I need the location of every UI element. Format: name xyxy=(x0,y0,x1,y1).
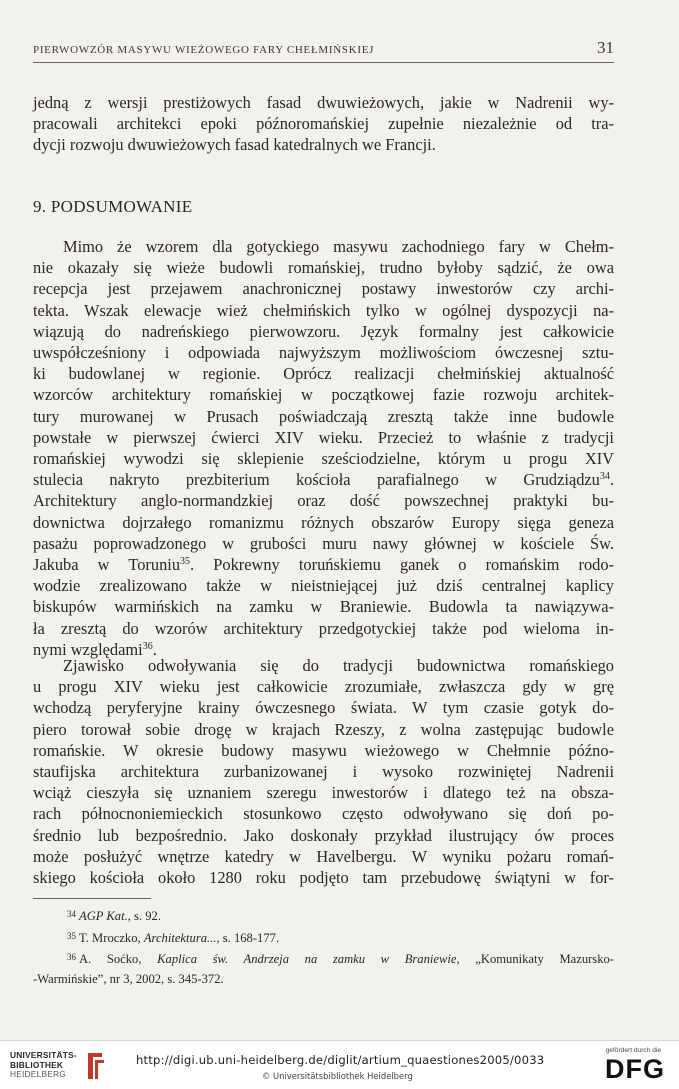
page-number: 31 xyxy=(597,38,614,57)
footnote-title: AGP Kat. xyxy=(79,909,128,923)
footnote-36-continued: -Warmińskie”, nr 3, 2002, s. 345-372. xyxy=(33,971,224,986)
footnote-text: , „Komunikaty Mazursko- xyxy=(456,952,614,967)
text-line: wchodzą peryferyjne krainy ówczesnego świata. W tym czasie gotyk do- xyxy=(33,698,614,718)
text-line: Mimo że wzorem dla gotyckiego masywu zachodniego fary w Chełm- xyxy=(63,237,614,256)
text-line: rach północnoniemieckich stosunkowo często odwoływano się doń po- xyxy=(33,804,614,824)
footnote-rule xyxy=(33,898,151,899)
summary-paragraph-2 xyxy=(33,655,614,888)
copyright-notice: © Universitätsbibliothek Heidelberg xyxy=(262,1071,413,1081)
text-line: pracowali architekci epoki późnoromańskiej zupełnie niezależnie od tra- xyxy=(33,114,614,134)
text-line: wodzie zrealizowano także w nieistniejącej już dziś centralnej kaplicy xyxy=(33,576,614,596)
footnote-35 xyxy=(33,927,614,949)
footnote-text: , s. 92. xyxy=(127,909,161,923)
text-line: ła zresztą do wzorów architektury przedgotyckiej także pod wieloma in- xyxy=(33,618,614,638)
footnote-text: , s. 168-177. xyxy=(216,930,280,945)
text-line: romańskiej wywodzi się sklepienie sześciodzielne, którym u progu XIV xyxy=(33,449,614,469)
text-line: wiązują do nadreńskiego pierwowzoru. Język formalny jest całkowicie xyxy=(33,321,614,341)
library-logo[interactable] xyxy=(10,1049,120,1083)
section-title: 9. PODSUMOWANIE xyxy=(33,197,193,216)
running-head xyxy=(33,38,614,57)
footnote-author: A. Soćko, xyxy=(79,952,158,967)
footnote-36 xyxy=(33,948,614,970)
text-line: pasażu poprowadzonego w grubości muru nawy głównej w kościele Św. xyxy=(33,533,614,553)
footnote-34 xyxy=(33,905,614,927)
footnote-title: Architektura... xyxy=(143,930,217,945)
viewer-footer xyxy=(0,1040,679,1089)
text-line: skiego kościoła około 1280 roku podjęto tam przebudowę świątyni w for- xyxy=(33,868,614,888)
footnote-ref-34[interactable]: 34 xyxy=(599,471,610,483)
footnote-author: T. Mroczko, xyxy=(79,930,144,945)
text-line: Architektury anglo-normandzkiej oraz dość powszechnej praktyki bu- xyxy=(33,491,614,511)
text-line: romańskie. W okresie budowy masywu wieżowego w Chełmnie późno- xyxy=(33,740,614,760)
text-line: Zjawisko odwoływania się do tradycji budownictwa romańskiego xyxy=(63,656,614,675)
footnote-number: 35 xyxy=(67,930,76,941)
text-line: uwspółcześniony i odpowiada najwyższym możliwościom ówczesnej sztu- xyxy=(33,343,614,363)
summary-paragraph-1 xyxy=(33,236,614,660)
footnote-number: 36 xyxy=(67,952,76,963)
page-url-link[interactable]: http://digi.ub.uni-heidelberg.de/diglit/artium_quaestiones2005/0033 xyxy=(136,1053,545,1067)
text-line: nie okazały się wieże budowli romańskiej, trudno byłoby sądzić, że owa xyxy=(33,258,614,278)
library-emblem-icon xyxy=(82,1051,108,1081)
text-line: tekta. Wszak elewacje wież chełmińskich tylko w ogólnej dyspozycji na- xyxy=(33,300,614,320)
text-line: staufijska architektura zurbanizowanej i wysoko rozwiniętej Nadrenii xyxy=(33,762,614,782)
library-name-line: UNIVERSITÄTS- xyxy=(10,1050,77,1060)
footnotes xyxy=(33,905,614,989)
text-line: średnio lub bezpośrednio. Jako doskonały przykład ilustrujący ów proces xyxy=(33,825,614,845)
text-line-with-ref: nymi względami$^{36}$. xyxy=(33,639,157,659)
text-segment: Jakuba w Toruniu xyxy=(33,555,181,575)
footnote-ref-35[interactable]: 35 xyxy=(180,556,191,568)
library-name xyxy=(10,1051,77,1080)
text-line: wzorców architektury romańskiej w początkowej fazie rozwoju architek- xyxy=(33,385,614,405)
text-line: wciąż cieszyła się uznaniem szeregu inwestorów i dlatego też na obsza- xyxy=(33,783,614,803)
dfg-logo[interactable]: DFG xyxy=(605,1054,665,1084)
text-line: biskupów warmińskich na zamku w Braniewie. Budowla ta nawiązywa- xyxy=(33,597,614,617)
header-rule xyxy=(33,62,614,63)
text-line: powstałe w pierwszej ćwierci XIV wieku. Przecież to właśnie z tradycji xyxy=(33,427,614,447)
intro-paragraph xyxy=(33,92,614,156)
text-line: dycji rozwoju dwuwieżowych fasad katedralnych we Francji. xyxy=(33,135,436,155)
text-line: ki budowlanej w regionie. Oprócz realizacji chełmińskiej aktualność xyxy=(33,364,614,384)
text-line: piero torował sobie drogę w krajach Rzeszy, z wolna zastępując budowle xyxy=(33,719,614,739)
text-segment: nymi względami xyxy=(33,639,143,659)
footnote-title: Kaplica św. Andrzeja na zamku w Braniewie xyxy=(157,952,457,967)
text-line: może posłużyć wnętrze katedry w Havelbergu. W wyniku pożaru romań- xyxy=(33,846,614,866)
text-line-with-ref xyxy=(33,554,614,575)
text-line: jedną z wersji prestiżowych fasad dwuwieżowych, jakie w Nadrenii wy- xyxy=(33,93,614,112)
text-line-with-ref: stulecia nakryto prezbiterium kościoła parafialnego w Grudziądzu$^{34}$. xyxy=(33,470,614,490)
text-segment: stulecia nakryto prezbiterium kościoła parafialnego w Grudziądzu xyxy=(33,470,600,490)
library-name-line: BIBLIOTHEK xyxy=(10,1059,64,1070)
text-line: tury murowanej w Prusach poświadczają zresztą także inne budowle xyxy=(33,406,614,426)
text-line: downictwa dojrzałego romanizmu różnych obszarów Europy sięga geneza xyxy=(33,512,614,532)
library-name-line: HEIDELBERG xyxy=(10,1069,66,1080)
running-title: PIERWOWZÓR MASYWU WIEŻOWEGO FARY CHEŁMIŃSKIEJ xyxy=(33,44,375,56)
text-line: u progu XIV wieku jest całkowicie zrozumiałe, zwłaszcza gdy w grę xyxy=(33,677,614,697)
footnote-number: 34 xyxy=(67,909,76,919)
funding-label: gefördert durch die xyxy=(605,1047,661,1054)
footnote-ref-36[interactable]: 36 xyxy=(142,640,153,652)
text-segment: . Pokrewny toruńskiemu ganek o romańskim rodo- xyxy=(190,555,614,575)
text-line: recepcja jest przejawem anachronicznej postawy inwestorów czy archi- xyxy=(33,279,614,299)
